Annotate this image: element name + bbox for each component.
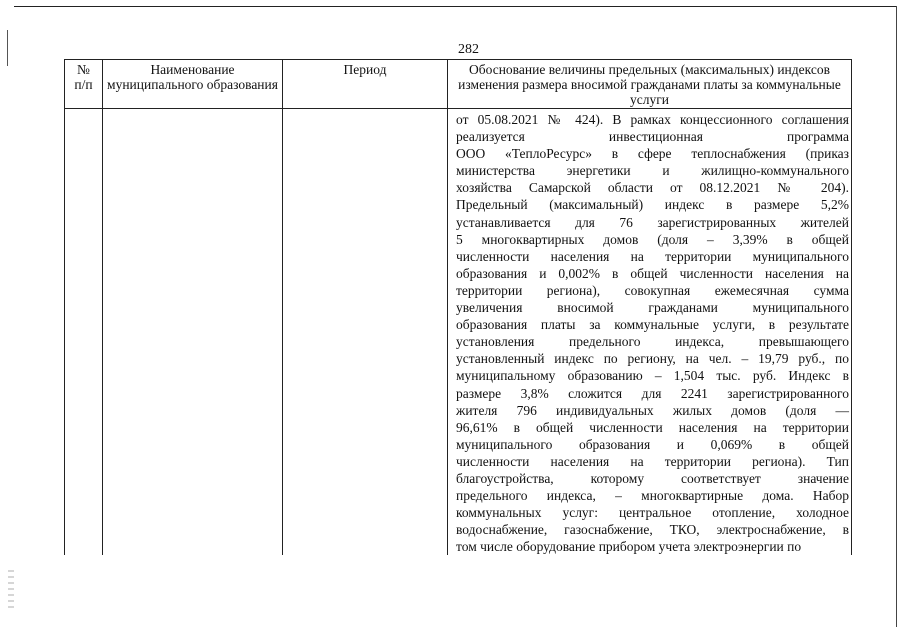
cell-period: [283, 109, 448, 556]
justification-line: 5 многоквартирных домов (доля – 3,39% в общей: [456, 231, 849, 247]
justification-line: размере 3,8% сложится для 2241 зарегистрированного: [456, 385, 849, 401]
header-period: Период: [283, 60, 448, 109]
justification-line: установления предельного индекса, превышающего: [456, 334, 849, 350]
scan-margin-marks: [8, 570, 14, 610]
header-municipality: Наименование муниципального образования: [103, 60, 283, 109]
header-justification: Обоснование величины предельных (максимальных) индексов изменения размера вносимой гражданами платы за коммунальные услуги: [448, 60, 852, 109]
scan-edge-top: [14, 6, 897, 7]
justification-line: образования платы за коммунальные услуги, в результате: [456, 317, 849, 333]
justification-line: предельного индекса, – многоквартирные дома. Набор: [456, 488, 849, 504]
scan-edge-right: [896, 6, 897, 627]
header-number: № п/п: [65, 60, 103, 109]
justification-line: том числе оборудование прибором учета электроэнергии по: [456, 539, 802, 555]
tariff-index-table: [64, 59, 852, 555]
justification-line: водоснабжение, газоснабжение, ТКО, электроснабжение, в: [456, 522, 849, 538]
justification-line: увеличения вносимой гражданами муниципального: [456, 300, 849, 316]
cell-number: [65, 109, 103, 556]
page-number: 282: [458, 42, 479, 57]
justification-line: реализуется инвестиционная программа: [456, 129, 849, 145]
cell-municipality: [103, 109, 283, 556]
justification-line: ООО «ТеплоРесурс» в сфере теплоснабжения (приказ: [456, 146, 849, 162]
justification-line: от 05.08.2021 № 424). В рамках концессионного соглашения: [456, 112, 849, 127]
justification-line: хозяйства Самарской области от 08.12.2021 № 204).: [456, 180, 849, 196]
justification-line: муниципального образования и 0,069% в общей: [456, 436, 849, 452]
justification-line: образования и 0,002% в общей численности населения на: [456, 265, 849, 281]
table-header-row: [65, 60, 852, 109]
justification-line: коммунальных услуг: центральное отопление, холодное: [456, 505, 849, 521]
justification-line: министерства энергетики и жилищно-коммунального: [456, 163, 849, 179]
justification-line: численности населения на территории региона). Тип: [456, 453, 849, 469]
justification-line: территории региона), совокупная ежемесячная сумма: [456, 282, 849, 298]
justification-text: [456, 111, 849, 555]
table-row: [65, 109, 852, 556]
justification-line: устанавливается для 76 зарегистрированных жителей: [456, 214, 849, 230]
scan-edge-left: [7, 30, 8, 66]
cell-justification: [448, 109, 852, 556]
justification-line: 96,61% в общей численности населения на территории: [456, 419, 849, 435]
justification-line: жителя 796 индивидуальных жилых домов (доля —: [456, 402, 849, 418]
justification-line: муниципальному образованию – 1,504 тыс. руб. Индекс в: [456, 368, 849, 384]
justification-line: Предельный (максимальный) индекс в размере 5,2%: [456, 197, 849, 213]
justification-line: численности населения на территории муниципального: [456, 248, 849, 264]
justification-line: установленный индекс по региону, на чел. – 19,79 руб., по: [456, 351, 849, 367]
justification-line: благоустройства, которому соответствует значение: [456, 470, 849, 486]
